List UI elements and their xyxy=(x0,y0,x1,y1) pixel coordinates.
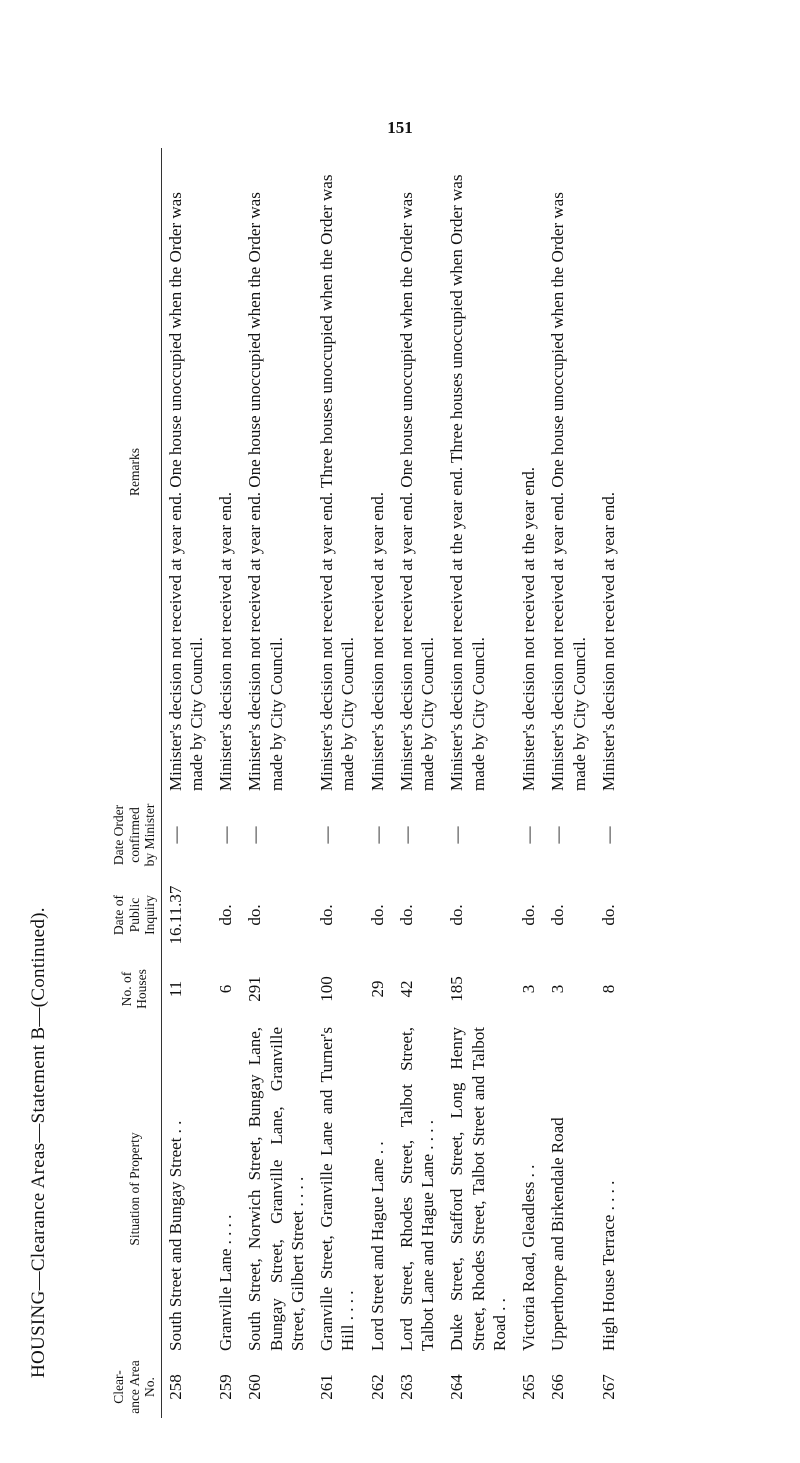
situation: Upperthorpe and Birkendale Road xyxy=(548,1117,568,1351)
remarks: Minister's decision not received at year end. One house unoccupied when the Order was made by City Council. xyxy=(548,192,589,791)
table-row xyxy=(161,148,212,1418)
area-no: 261 xyxy=(317,1374,337,1400)
houses: 11 xyxy=(165,980,185,998)
situation: Duke Street, Stafford Street, Long Henry Street, Rhodes Street, Talbot Street and Talbot Road . . xyxy=(447,1027,509,1351)
area-no: 258 xyxy=(165,1374,185,1400)
houses: 42 xyxy=(396,980,416,998)
table-row xyxy=(443,148,515,1418)
header-area-no: Clear-ance Area No. xyxy=(108,1356,161,1418)
inquiry-date: do. xyxy=(317,904,337,926)
remarks: Minister's decision not received at year end. xyxy=(598,491,618,791)
situation: South Street, Norwich Street, Bungay Lane, Bungay Street, Granville Lane, Granville Street, Gilbert Street . . . . xyxy=(245,1027,307,1351)
situation: Lord Street and Hague Lane . . xyxy=(367,1141,387,1351)
table-row xyxy=(595,148,624,1418)
houses: 291 xyxy=(245,976,265,1002)
houses: 3 xyxy=(548,984,568,994)
area-no: 264 xyxy=(447,1374,467,1400)
confirmed-date: — xyxy=(519,826,539,844)
area-no: 263 xyxy=(396,1374,416,1400)
remarks: Minister's decision not received at year end. Three houses unoccupied when the Order was made by City Council. xyxy=(317,174,358,791)
area-no: 260 xyxy=(245,1374,265,1400)
inquiry-date: do. xyxy=(598,904,618,926)
header-situation: Situation of Property xyxy=(108,1022,161,1356)
remarks: Minister's decision not received at year end. One house unoccupied when the Order was made by City Council. xyxy=(396,192,438,791)
remarks: Minister's decision not received at year end. One house unoccupied when the Order was made by City Council. xyxy=(165,192,206,791)
remarks: Minister's decision not received at year end. xyxy=(367,491,387,791)
header-confirmed-date: Date Order confirmed by Minister xyxy=(108,796,161,874)
inquiry-date: do. xyxy=(447,904,467,926)
houses: 8 xyxy=(598,984,618,994)
inquiry-date: do. xyxy=(367,904,387,926)
statement-title: HOUSING—Clearance Areas—Statement B—(Continued). xyxy=(28,907,49,1378)
table-row xyxy=(364,148,393,1418)
area-no: 262 xyxy=(367,1374,387,1400)
confirmed-date: — xyxy=(245,826,265,844)
situation: Granville Street, Granville Lane and Turner's Hill . . . . xyxy=(317,1027,358,1351)
houses: 6 xyxy=(216,984,236,994)
confirmed-date: — xyxy=(165,826,185,844)
inquiry-date: 16.11.37 xyxy=(165,885,185,945)
table-header-row xyxy=(108,148,161,1418)
area-no: 265 xyxy=(519,1374,539,1400)
houses: 185 xyxy=(447,976,467,1002)
houses: 3 xyxy=(519,984,539,994)
table-row xyxy=(515,148,544,1418)
remarks: Minister's decision not received at the year end. Three houses unoccupied when Order was made by City Council. xyxy=(447,174,488,791)
inquiry-date: do. xyxy=(519,904,539,926)
confirmed-date: — xyxy=(598,826,618,844)
houses: 100 xyxy=(317,976,337,1002)
houses: 29 xyxy=(367,980,387,998)
table-row xyxy=(313,148,364,1418)
situation: Victoria Road, Gleadless . . xyxy=(519,1164,539,1351)
situation: High House Terrace . . . . xyxy=(598,1180,618,1351)
clearance-table-container xyxy=(108,148,708,1418)
confirmed-date: — xyxy=(548,826,568,844)
area-no: 267 xyxy=(598,1374,618,1400)
inquiry-date: do. xyxy=(216,904,236,926)
confirmed-date: — xyxy=(447,826,467,844)
page-number: 151 xyxy=(387,118,413,137)
header-houses: No. of Houses xyxy=(108,956,161,1022)
remarks: Minister's decision not received at year end. xyxy=(216,491,236,791)
clearance-areas-table xyxy=(108,148,624,1418)
header-inquiry-date: Date of Public Inquiry xyxy=(108,874,161,956)
remarks: Minister's decision not received at year end. One house unoccupied when the Order was made by City Council. xyxy=(245,192,286,791)
area-no: 259 xyxy=(216,1374,236,1400)
situation: Granville Lane . . . . xyxy=(216,1214,236,1351)
confirmed-date: — xyxy=(367,826,387,844)
inquiry-date: do. xyxy=(396,904,416,926)
confirmed-date: — xyxy=(396,826,416,844)
inquiry-date: do. xyxy=(548,904,568,926)
table-row xyxy=(241,148,313,1418)
header-remarks: Remarks xyxy=(108,148,161,796)
confirmed-date: — xyxy=(216,826,236,844)
table-row xyxy=(544,148,595,1418)
area-no: 266 xyxy=(548,1374,568,1400)
table-row xyxy=(212,148,241,1418)
confirmed-date: — xyxy=(317,826,337,844)
situation: Lord Street, Rhodes Street, Talbot Street, Talbot Lane and Hague Lane . . . . xyxy=(396,1027,438,1351)
situation: South Street and Bungay Street . . xyxy=(165,1120,185,1351)
inquiry-date: do. xyxy=(245,904,265,926)
remarks: Minister's decision not received at the year end. xyxy=(519,466,539,791)
table-row xyxy=(393,148,444,1418)
